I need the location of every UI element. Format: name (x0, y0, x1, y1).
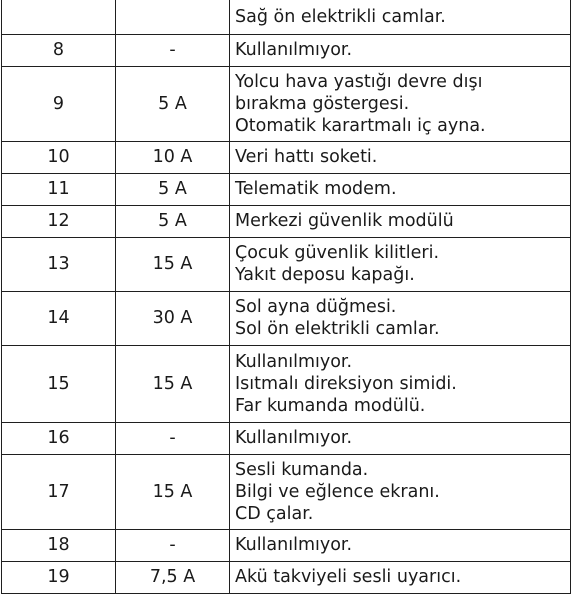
table-row (2, 0, 571, 34)
circuit-line: Veri hattı soketi. (235, 147, 378, 167)
table-row (2, 291, 571, 345)
protected-circuit (230, 34, 571, 66)
fuse-number: 16 (2, 422, 116, 454)
protected-circuit (230, 529, 571, 561)
protected-circuit (230, 141, 571, 173)
circuit-line: Far kumanda modülü. (235, 395, 426, 416)
table-row (2, 345, 571, 422)
table-row (2, 529, 571, 561)
fuse-rating: 5 A (116, 173, 230, 205)
fuse-number: 14 (2, 291, 116, 345)
fuse-table-body (2, 0, 571, 593)
fuse-number: 17 (2, 454, 116, 529)
table-row (2, 34, 571, 66)
circuit-line: Çocuk güvenlik kilitleri. (235, 243, 440, 263)
circuit-line: CD çalar. (235, 503, 314, 524)
fuse-number: 12 (2, 205, 116, 237)
fuse-rating (116, 0, 230, 34)
fuse-rating: 15 A (116, 237, 230, 291)
circuit-line: Isıtmalı direksiyon simidi. (235, 373, 457, 394)
circuit-line: Merkezi güvenlik modülü (235, 211, 454, 231)
fuse-rating: 5 A (116, 66, 230, 141)
circuit-line: Kullanılmıyor. (235, 428, 353, 448)
protected-circuit (230, 561, 571, 593)
fuse-rating: - (116, 422, 230, 454)
table-row (2, 141, 571, 173)
fuse-rating: 15 A (116, 345, 230, 422)
circuit-line: Yolcu hava yastığı devre dışı (235, 71, 483, 92)
fuse-number: 18 (2, 529, 116, 561)
circuit-line: Sesli kumanda. (235, 459, 369, 480)
circuit-line: Sol ön elektrikli camlar. (235, 319, 440, 339)
protected-circuit (230, 205, 571, 237)
fuse-rating: - (116, 34, 230, 66)
table-row (2, 454, 571, 529)
circuit-line: Yakıt deposu kapağı. (235, 265, 415, 285)
fuse-rating: - (116, 529, 230, 561)
fuse-rating: 5 A (116, 205, 230, 237)
protected-circuit (230, 454, 571, 529)
fuse-number: 13 (2, 237, 116, 291)
circuit-line: Sol ayna düğmesi. (235, 297, 397, 317)
table-row (2, 205, 571, 237)
protected-circuit (230, 0, 571, 34)
fuse-table (1, 0, 571, 594)
circuit-line: Sağ ön elektrikli camlar. (235, 6, 446, 27)
fuse-number (2, 0, 116, 34)
table-row (2, 237, 571, 291)
protected-circuit (230, 66, 571, 141)
circuit-line: Kullanılmıyor. (235, 40, 353, 60)
table-row (2, 66, 571, 141)
protected-circuit (230, 173, 571, 205)
protected-circuit (230, 237, 571, 291)
fuse-number: 15 (2, 345, 116, 422)
table-row (2, 422, 571, 454)
fuse-rating: 30 A (116, 291, 230, 345)
circuit-line: Telematik modem. (235, 179, 397, 199)
fuse-rating: 15 A (116, 454, 230, 529)
circuit-line: Akü takviyeli sesli uyarıcı. (235, 567, 462, 587)
fuse-number: 10 (2, 141, 116, 173)
circuit-line: Kullanılmıyor. (235, 535, 353, 555)
fuse-number: 9 (2, 66, 116, 141)
circuit-line: bırakma göstergesi. (235, 93, 410, 114)
circuit-line: Kullanılmıyor. (235, 351, 353, 372)
fuse-number: 11 (2, 173, 116, 205)
protected-circuit (230, 422, 571, 454)
fuse-rating: 10 A (116, 141, 230, 173)
fuse-rating: 7,5 A (116, 561, 230, 593)
circuit-line: Bilgi ve eğlence ekranı. (235, 481, 440, 502)
table-row (2, 561, 571, 593)
table-row (2, 173, 571, 205)
protected-circuit (230, 291, 571, 345)
protected-circuit (230, 345, 571, 422)
circuit-line: Otomatik karartmalı iç ayna. (235, 115, 486, 136)
fuse-number: 8 (2, 34, 116, 66)
fuse-number: 19 (2, 561, 116, 593)
